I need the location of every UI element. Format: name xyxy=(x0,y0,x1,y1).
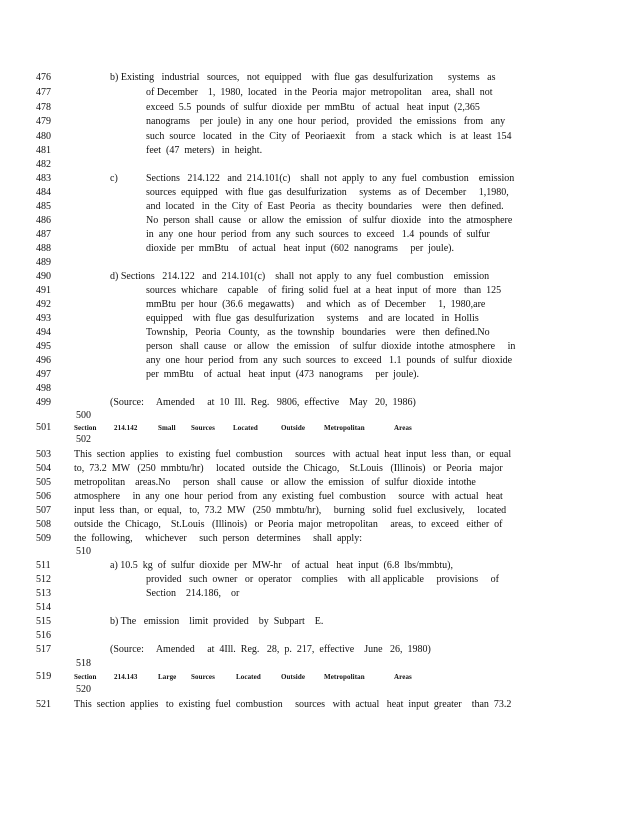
section-heading-214-143 xyxy=(0,670,618,684)
heading-word: Outside xyxy=(281,673,306,681)
line-number: 499 xyxy=(36,397,51,408)
line-number: 486 xyxy=(36,215,51,226)
line-495 xyxy=(0,340,618,354)
line-text: This section applies to existing fuel combustion sources with actual heat input greater than 73.2 xyxy=(74,699,512,710)
line-number: 483 xyxy=(36,173,51,184)
line-number: 505 xyxy=(36,477,51,488)
line-text: This section applies to existing fuel combustion sources with actual heat input less than, or equal xyxy=(74,449,512,460)
line-text: Sections 214.122 and 214.101(c) shall not apply to any fuel combustion emission xyxy=(146,173,515,184)
line-511 xyxy=(0,559,618,573)
source-note: (Source: Amended at 10 Ill. Reg. 9806, effective May 20, 1986) xyxy=(110,397,416,408)
heading-word: Sources xyxy=(191,673,215,681)
item-marker: c) xyxy=(110,173,118,184)
line-number: 488 xyxy=(36,243,51,254)
line-text: b) Existing industrial sources, not equipped with flue gas desulfurization systems as xyxy=(110,72,496,83)
line-521 xyxy=(0,698,618,712)
line-number: 497 xyxy=(36,369,51,380)
heading-word: Areas xyxy=(394,424,412,432)
line-text: of December 1, 1980, located in the Peoria major metropolitan area, shall not xyxy=(146,87,493,98)
line-number: 512 xyxy=(36,574,51,585)
line-479 xyxy=(0,115,618,129)
line-text: sources whichare capable of firing solid fuel at a heat input of more than 125 xyxy=(146,285,502,296)
line-487 xyxy=(0,228,618,242)
line-text: a) 10.5 kg of sulfur dioxide per MW-hr of actual heat input (6.8 lbs/mmbtu), xyxy=(110,560,453,571)
line-484 xyxy=(0,186,618,200)
line-text: feet (47 meters) in height. xyxy=(146,145,263,156)
line-text: No person shall cause or allow the emission of sulfur dioxide into the atmosphere xyxy=(146,215,513,226)
line-number: 480 xyxy=(36,131,51,142)
line-504 xyxy=(0,462,618,476)
line-text: exceed 5.5 pounds of sulfur dioxide per mmBtu of actual heat input (2,365 xyxy=(146,102,480,113)
heading-word: Section xyxy=(74,673,97,681)
line-number: 501 xyxy=(36,422,52,433)
heading-word: Sources xyxy=(191,424,215,432)
line-number: 491 xyxy=(36,285,51,296)
line-number: 493 xyxy=(36,313,51,324)
heading-word: Section xyxy=(74,424,97,432)
line-text: provided such owner or operator complies with all applicable provisions of xyxy=(146,574,499,585)
line-485 xyxy=(0,200,618,214)
line-number: 519 xyxy=(36,671,52,682)
line-number: 494 xyxy=(36,327,51,338)
line-497 xyxy=(0,368,618,382)
line-text: sources equipped with flue gas desulfurization systems as of December 1,1980, xyxy=(146,187,509,198)
line-text: such source located in the City of Peoriaexit from a stack which is at least 154 xyxy=(146,131,512,142)
line-502 xyxy=(0,433,618,447)
line-number: 511 xyxy=(36,560,51,571)
heading-word: Located xyxy=(233,424,258,432)
line-503 xyxy=(0,448,618,462)
line-482 xyxy=(0,158,618,172)
line-513 xyxy=(0,587,618,601)
line-494 xyxy=(0,326,618,340)
line-492 xyxy=(0,298,618,312)
line-text: mmBtu per hour (36.6 megawatts) and which as of December 1, 1980,are xyxy=(146,299,486,310)
line-496 xyxy=(0,354,618,368)
line-512 xyxy=(0,573,618,587)
line-text: outside the Chicago, St.Louis (Illinois) or Peoria major metropolitan areas, to exceed either of xyxy=(74,519,503,530)
line-text: metropolitan areas.No person shall cause or allow the emission of sulfur dioxide intothe xyxy=(74,477,476,488)
line-number: 487 xyxy=(36,229,51,240)
line-518 xyxy=(0,657,618,671)
line-number: 496 xyxy=(36,355,51,366)
line-478 xyxy=(0,101,618,115)
line-number: 492 xyxy=(36,299,51,310)
line-text: and located in the City of East Peoria as thecity boundaries were then defined. xyxy=(146,201,504,212)
line-number: 517 xyxy=(36,644,51,655)
line-text: Section 214.186, or xyxy=(146,588,240,599)
line-517 xyxy=(0,643,618,657)
line-number: 508 xyxy=(36,519,51,530)
heading-section-number: 214.143 xyxy=(114,673,138,681)
line-number: 485 xyxy=(36,201,51,212)
line-number: 507 xyxy=(36,505,51,516)
line-514 xyxy=(0,601,618,615)
line-text: nanograms per joule) in any one hour period, provided the emissions from any xyxy=(146,116,506,127)
line-number: 476 xyxy=(36,72,51,83)
line-text: the following, whichever such person determines shall apply: xyxy=(74,533,362,544)
line-number: 520 xyxy=(76,684,91,695)
line-number: 521 xyxy=(36,699,51,710)
line-text: person shall cause or allow the emission of sulfur dioxide intothe atmosphere in xyxy=(146,341,516,352)
heading-word: Located xyxy=(236,673,261,681)
line-493 xyxy=(0,312,618,326)
line-506 xyxy=(0,490,618,504)
line-text: atmosphere in any one hour period from any existing fuel combustion source with actual heat xyxy=(74,491,503,502)
line-number: 518 xyxy=(76,658,91,669)
line-number: 513 xyxy=(36,588,51,599)
source-note: (Source: Amended at 4Ill. Reg. 28, p. 217, effective June 26, 1980) xyxy=(110,644,431,655)
line-text: equipped with flue gas desulfurization systems and are located in Hollis xyxy=(146,313,479,324)
line-number: 509 xyxy=(36,533,51,544)
line-number: 477 xyxy=(36,87,51,98)
line-515 xyxy=(0,615,618,629)
line-507 xyxy=(0,504,618,518)
line-number: 484 xyxy=(36,187,51,198)
line-text: any one hour period from any such sources to exceed 1.1 pounds of sulfur dioxide xyxy=(146,355,513,366)
heading-word: Metropolitan xyxy=(324,673,365,681)
line-number: 506 xyxy=(36,491,51,502)
heading-section-number: 214.142 xyxy=(114,424,138,432)
heading-word: Large xyxy=(158,673,177,681)
line-number: 500 xyxy=(76,410,91,421)
line-number: 498 xyxy=(36,383,51,394)
line-number: 516 xyxy=(36,630,51,641)
line-text: per mmBtu of actual heat input (473 nanograms per joule). xyxy=(146,369,419,380)
line-508 xyxy=(0,518,618,532)
line-481 xyxy=(0,144,618,158)
line-text: in any one hour period from any such sources to exceed 1.4 pounds of sulfur xyxy=(146,229,490,240)
heading-word: Metropolitan xyxy=(324,424,365,432)
line-499 xyxy=(0,396,618,410)
line-number: 479 xyxy=(36,116,51,127)
line-text: b) The emission limit provided by Subpart E. xyxy=(110,616,324,627)
line-505 xyxy=(0,476,618,490)
line-number: 482 xyxy=(36,159,51,170)
line-491 xyxy=(0,284,618,298)
line-number: 490 xyxy=(36,271,51,282)
line-509 xyxy=(0,532,618,546)
line-480 xyxy=(0,130,618,144)
line-498 xyxy=(0,382,618,396)
line-476 xyxy=(0,71,618,85)
line-510 xyxy=(0,545,618,559)
line-490 xyxy=(0,270,618,284)
line-486 xyxy=(0,214,618,228)
line-516 xyxy=(0,629,618,643)
line-number: 489 xyxy=(36,257,51,268)
line-text: to, 73.2 MW (250 mmbtu/hr) located outside the Chicago, St.Louis (Illinois) or Peoria major xyxy=(74,463,503,474)
line-number: 514 xyxy=(36,602,51,613)
line-number: 495 xyxy=(36,341,51,352)
line-483 xyxy=(0,172,618,186)
line-number: 481 xyxy=(36,145,51,156)
line-number: 478 xyxy=(36,102,51,113)
line-number: 515 xyxy=(36,616,51,627)
line-number: 502 xyxy=(76,434,91,445)
heading-word: Outside xyxy=(281,424,306,432)
heading-word: Small xyxy=(158,424,176,432)
line-text: input less than, or equal, to, 73.2 MW (250 mmbtu/hr), burning solid fuel exclusively, located xyxy=(74,505,507,516)
heading-word: Areas xyxy=(394,673,412,681)
line-488 xyxy=(0,242,618,256)
line-477 xyxy=(0,86,618,100)
line-489 xyxy=(0,256,618,270)
line-text: dioxide per mmBtu of actual heat input (602 nanograms per joule). xyxy=(146,243,454,254)
line-text: Township, Peoria County, as the township boundaries were then defined.No xyxy=(146,327,490,338)
line-520 xyxy=(0,683,618,697)
line-number: 504 xyxy=(36,463,51,474)
line-text: d) Sections 214.122 and 214.101(c) shall not apply to any fuel combustion emission xyxy=(110,271,490,282)
line-number: 510 xyxy=(76,546,91,557)
line-number: 503 xyxy=(36,449,51,460)
